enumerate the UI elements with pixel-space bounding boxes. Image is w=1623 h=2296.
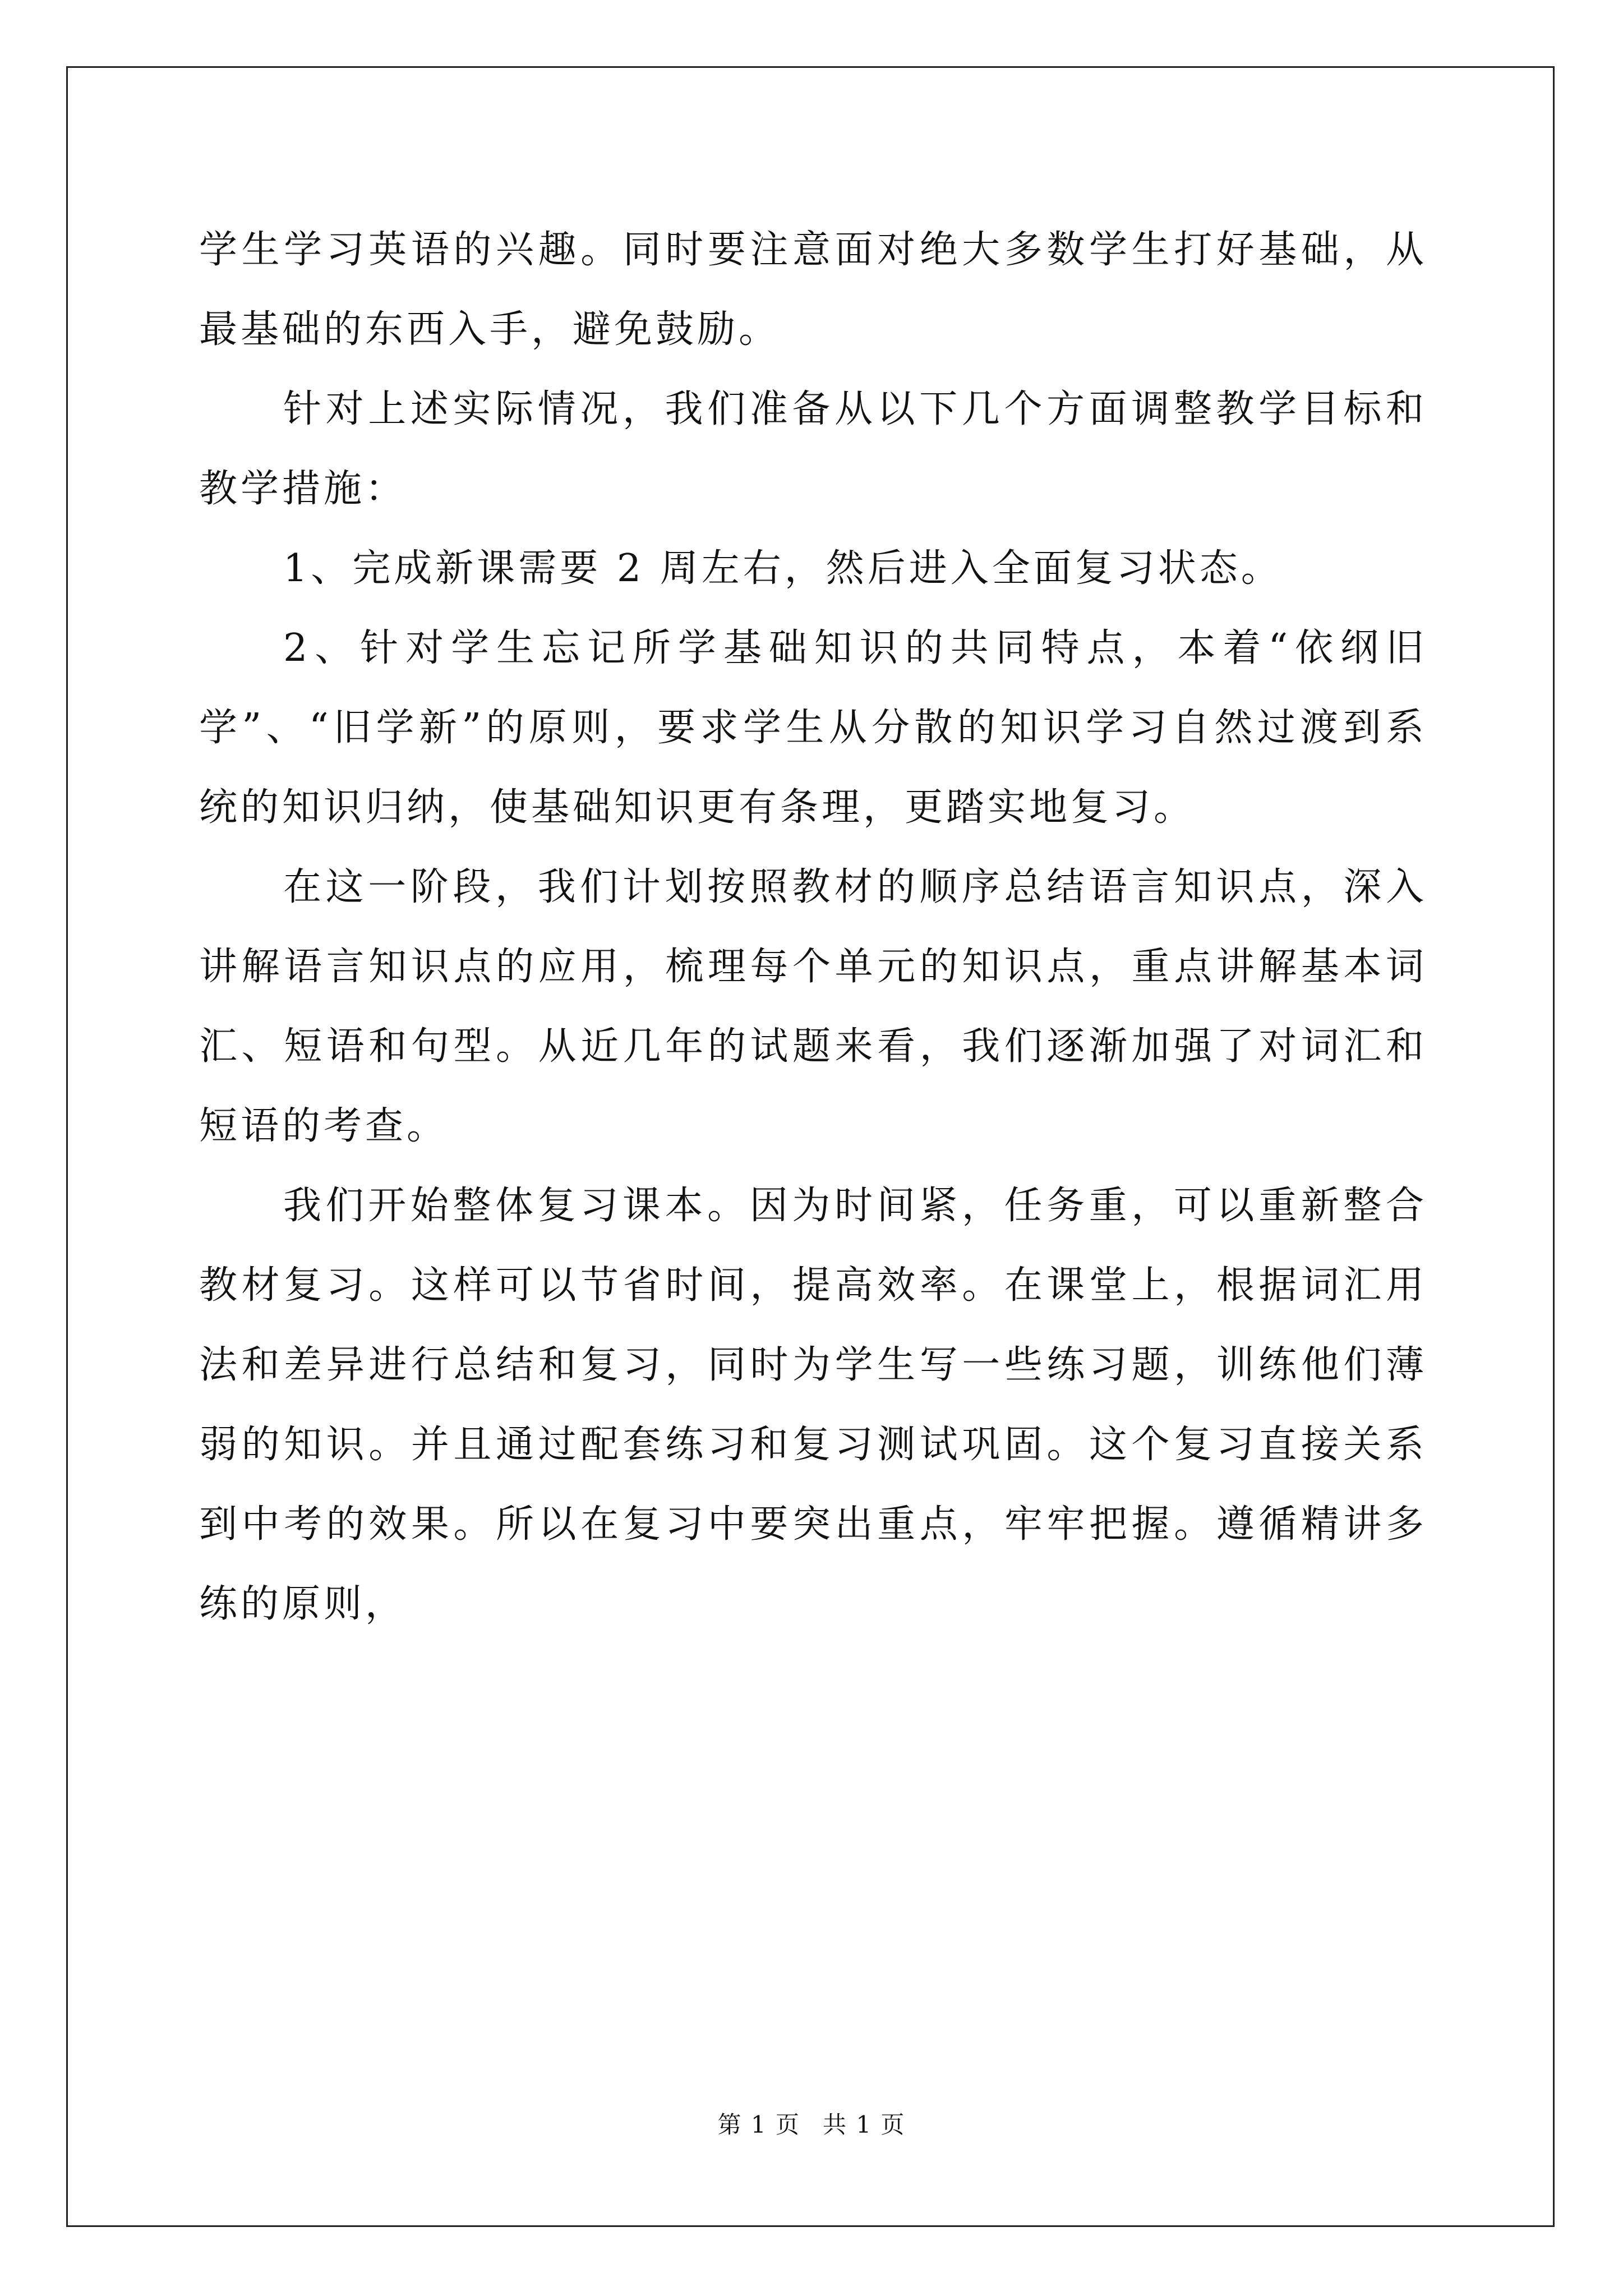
paragraph-1: 学生学习英语的兴趣。同时要注意面对绝大多数学生打好基础，从最基础的东西入手，避免鼓励。 — [199, 228, 1427, 352]
page-number-current: 第 1 页 — [717, 2111, 800, 2138]
paragraph-4: 2、针对学生忘记所学基础知识的共同特点，本着“依纲旧学”、“旧学新”的原则，要求学生从分散的知识学习自然过渡到系统的知识归纳，使基础知识更有条理，更踏实地复习。 — [199, 626, 1427, 830]
paragraph-5: 在这一阶段，我们计划按照教材的顺序总结语言知识点，深入讲解语言知识点的应用，梳理每个单元的知识点，重点讲解基本词汇、短语和句型。从近几年的试题来看，我们逐渐加强了对词汇和短语的考查。 — [199, 865, 1427, 1148]
paragraph-6: 我们开始整体复习课本。因为时间紧，任务重，可以重新整合教材复习。这样可以节省时间，提高效率。在课堂上，根据词汇用法和差异进行总结和复习，同时为学生写一些练习题，训练他们薄弱的知识。并且通过配套练习和复习测试巩固。这个复习直接关系到中考的效果。所以在复习中要突出重点，牢牢把握。遵循精讲多练的原则， — [199, 1184, 1427, 1626]
paragraph-3: 1、完成新课需要 2 周左右，然后进入全面复习状态。 — [283, 546, 1283, 591]
page-footer — [0, 2106, 1623, 2140]
paragraph-2: 针对上述实际情况，我们准备从以下几个方面调整教学目标和教学措施： — [199, 387, 1427, 511]
document-body — [199, 210, 1427, 1644]
page-number-total: 共 1 页 — [823, 2111, 906, 2138]
